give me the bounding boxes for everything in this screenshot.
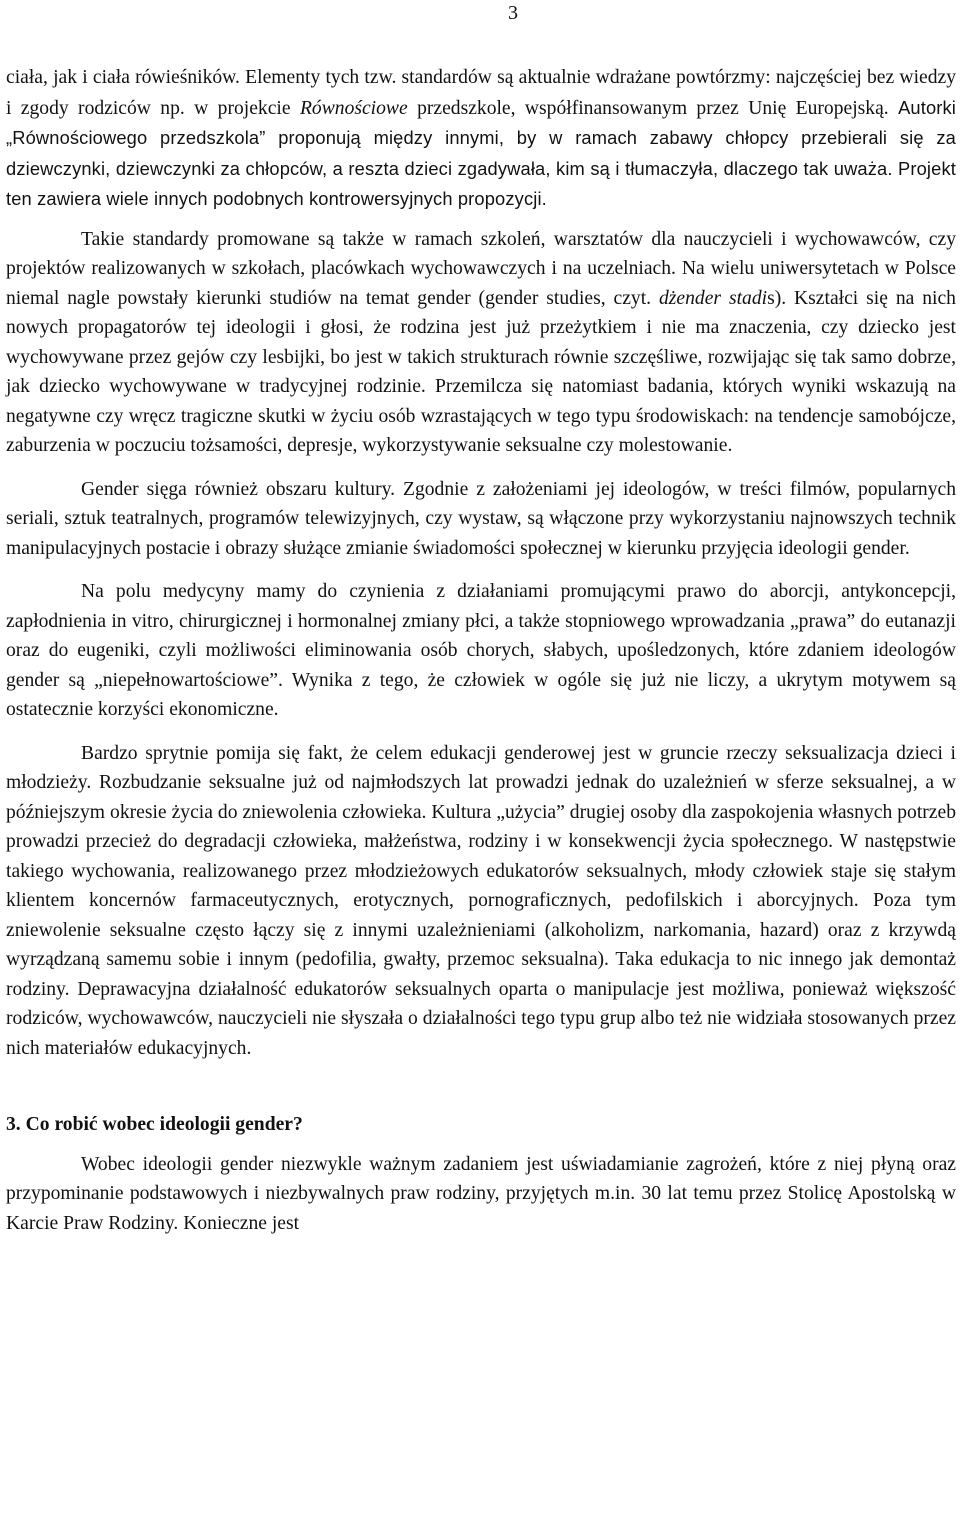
- paragraph-medicine: Na polu medycyny mamy do czynienia z działaniami promującymi prawo do aborcji, antykoncepcji, zapłodnienia in vitro, chirurgicznej i hormonalnej zmiany płci, a także stopniowego wprowadzania „prawa” do eutanazji oraz do eugeniki, czyli możliwości eliminowania osób chorych, słabych, upośledzonych, które zdaniem ideologów gender są „niepełnowartościowe”. Wynika z tego, że człowiek w ogóle się już nie liczy, a ukrytym motywem są ostatecznie korzyści ekonomiczne.: [6, 581, 956, 720]
- paragraph-text: ciała, jak i ciała rówieśników. Elementy tych tzw. standardów są aktualnie wdrażane powtórzmy: najczęściej bez wiedzy i zgody rodziców np. w projekcie: [6, 67, 956, 119]
- paragraph-culture: Gender sięga również obszaru kultury. Zgodnie z założeniami jej ideologów, w treści filmów, popularnych seriali, sztuk teatralnych, programów telewizyjnych, czy wystaw, są włączone przy wykorzystaniu najnowszych technik manipulacyjnych postacie i obrazy służące zmianie świadomości społecznej w kierunku przyjęcia ideologii gender.: [6, 478, 956, 559]
- section-heading: 3. Co robić wobec ideologii gender?: [6, 1114, 303, 1135]
- paragraph-text: s). Kształci się na nich nowych propagatorów tej ideologii i głosi, że rodzina jest już przeżytkiem i nie ma znaczenia, czy dziecko jest wychowywane przez gejów czy lesbijki, bo jest w takich strukturach równie szczęśliwe, rozwijając się tak samo dobrze, jak dziecko wychowywane w tradycyjnej rodzinie. Przemilcza się natomiast badania, których wyniki wskazują na negatywne czy wręcz tragiczne skutki w życiu osób wzrastających w tego typu środowiskach: na tendencje samobójcze, zaburzenia w poczuciu tożsamości, depresje, wykorzystywanie seksualne czy molestowanie.: [6, 287, 956, 456]
- paragraph-text-sans: Projekt ten zawiera wiele innych podobnych kontrowersyjnych propozycji.: [6, 157, 956, 209]
- project-name-italic: Równościowe: [299, 97, 408, 119]
- paragraph-sexualization: Bardzo sprytnie pomija się fakt, że celem edukacji genderowej jest w gruncie rzeczy seksualizacja dzieci i młodzieży. Rozbudzanie seksualne już od najmłodszych lat prowadzi jednak do uzależnień w sferze seksualnej, a w późniejszym okresie życia do zniewolenia człowieka. Kultura „użycia” drugiej osoby dla zaspokojenia własnych potrzeb prowadzi przecież do degradacji człowieka, małżeństwa, rodziny i w konsekwencji życia społecznego. W następstwie takiego wychowania, realizowanego przez młodzieżowych edukatorów seksualnych, młody człowiek staje się stałym klientem koncernów farmaceutycznych, erotycznych, pornograficznych, pedofilskich i aborcyjnych. Poza tym zniewolenie seksualne często łączy się z innymi uzależnieniami (alkoholizm, narkomania, hazard) oraz z krzywdą wyrządzaną samemu sobie i innym (pedofilia, gwałty, przemoc seksualna). Taka edukacja to nic innego jak demontaż rodziny. Deprawacyjna działalność edukatorów seksualnych oparta o manipulacje jest możliwa, ponieważ większość rodziców, wychowawców, nauczycieli nie słyszała o działalności tego typu grup albo też nie widziała stosowanych przez nich materiałów edukacyjnych.: [6, 742, 956, 1059]
- paragraph-what-to-do: Wobec ideologii gender niezwykle ważnym zadaniem jest uświadamianie zagrożeń, które z niej płyną oraz przypominanie podstawowych i niezbywalnych praw rodziny, przyjętych m.in. 30 lat temu przez Stolicę Apostolską w Karcie Praw Rodziny. Konieczne jest: [6, 1153, 956, 1234]
- paragraph-universities: [6, 225, 956, 461]
- document-body: [6, 63, 956, 1238]
- page-number: 3: [508, 2, 518, 24]
- paragraph-text-sans: Autorki „Równościowego przedszkola” proponują między innymi, by w ramach zabawy chłopcy przebierali się za dziewczynki, dziewczynki za chłopców, a reszta dzieci zgadywała, kim są i tłumaczyła, dlaczego tak uważa.: [6, 96, 957, 179]
- paragraph-text: Takie standardy promowane są także w ramach szkoleń, warsztatów dla nauczycieli i wychowawców, czy projektów realizowanych w szkołach, placówkach wychowawczych i na uczelniach. Na wielu uniwersytetach w Polsce niemal nagle powstały kierunki studiów na temat gender (gender studies, czyt.: [6, 228, 956, 309]
- pronunciation-italic: dżender stadi: [659, 287, 768, 309]
- paragraph-text: przedszkole, współfinansowanym przez Unię Europejską.: [407, 97, 899, 119]
- paragraph-standards: [6, 63, 956, 215]
